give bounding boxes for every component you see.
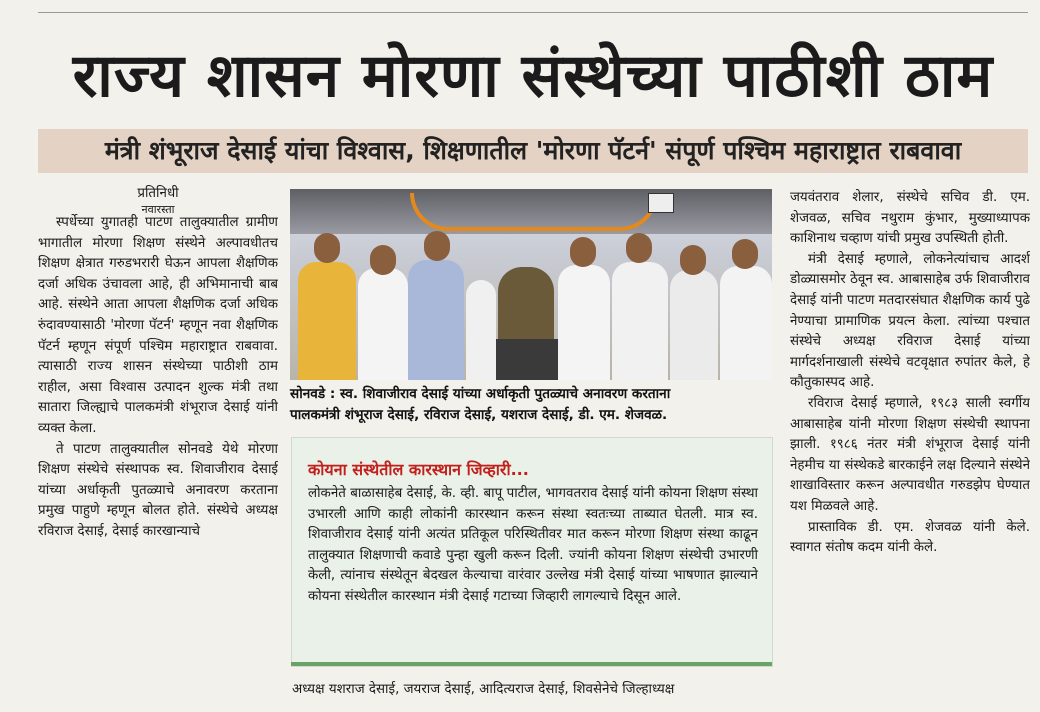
caption-line: पालकमंत्री शंभूराज देसाई, रविराज देसाई, यशराज देसाई, डी. एम. शेजवळ.	[290, 407, 668, 423]
photo-person	[670, 270, 718, 380]
paragraph: रविराज देसाई म्हणाले, १९८३ साली स्वर्गीय आबासाहेब यांनी मोरणा शिक्षण संस्थेची स्थापना झाली. १९८६ नंतर मंत्री शंभूराज देसाई यांनी नेहमीच या संस्थेकडे बारकाईने लक्ष दिल्याने संस्थेने शाखाविस्तार करून अल्पावधीत गरुडझेप घेण्यात यश मिळवले आहे.	[790, 395, 1030, 514]
photo-bust-base	[488, 339, 564, 380]
photo-person	[720, 266, 772, 380]
paragraph: जयवंतराव शेलार, संस्थेचे सचिव डी. एम. शेजवळ, सचिव नथुराम कुंभार, मुख्याध्यापक काशिनाथ चव्हाण यांची प्रमुख उपस्थिती होती.	[790, 190, 1030, 247]
sidebar-box-text: लोकनेते बाळासाहेब देसाई, के. व्ही. बापू पाटील, भागवतराव देसाई यांनी कोयना शिक्षण संस्था उभारली आणि काही लोकांनी कारस्थान करून संस्था स्वतःच्या ताब्यात घेतली. मात्र स्व. शिवाजीराव देसाई यांनी अत्यंत प्रतिकूल परिस्थितीवर मात करून मोरणा शिक्षण संस्था काढून तालुक्यात शिक्षणाची कवाडे पुन्हा खुली करून दिली. ज्यांनी कोयना शिक्षण संस्थेची उभारणी केली, त्यांनाच संस्थेतून बेदखल केल्याचा वारंवार उल्लेख मंत्री देसाई यांच्या भाषणात झाल्याने कोयना संस्थेतील कारस्थान मंत्री देसाई गटाच्या जिव्हारी लागल्याचे दिसून आले.	[308, 486, 758, 604]
news-photo	[290, 189, 772, 380]
photo-person	[298, 262, 356, 380]
article-column-2-text: अध्यक्ष यशराज देसाई, जयराज देसाई, आदित्यराज देसाई, शिवसेनेचे जिल्हाध्यक्ष	[292, 682, 675, 697]
paragraph: प्रास्ताविक डी. एम. शेजवळ यांनी केले. स्वागत संतोष कदम यांनी केले.	[790, 519, 1030, 556]
photo-person-head	[570, 237, 596, 267]
photo-person	[612, 262, 668, 380]
paragraph: मंत्री देसाई म्हणाले, लोकनेत्यांचाच आदर्श डोळ्यासमोर ठेवून स्व. आबासाहेब उर्फ शिवाजीराव देसाई यांनी पाटण मतदारसंघात शैक्षणिक कार्य पुढे नेण्याचा प्रामाणिक प्रयत्न केला. त्यांच्या पश्चात संस्थेचे अध्यक्ष रविराज देसाई यांच्या मार्गदर्शनाखाली संस्थेचे वटवृक्षात रुपांतर केले, हे कौतुकास्पद आहे.	[790, 251, 1030, 391]
photo-caption	[290, 384, 772, 426]
photo-person-head	[680, 245, 706, 275]
headline: राज्य शासन मोरणा संस्थेच्या पाठीशी ठाम	[72, 41, 994, 111]
photo-garland	[410, 193, 658, 231]
paragraph: स्पर्धेच्या युगातही पाटण तालुक्यातील ग्रामीण भागातील मोरणा शिक्षण संस्थेने अल्पावधीतच शिक्षण क्षेत्रात गरुडभरारी घेऊन आपला शैक्षणिक दर्जा अधिक उंचावला आहे, ही अभिमानाची बाब आहे. संस्थेने आता आपला शैक्षणिक दर्जा अधिक रुंदावण्यासाठी 'मोरणा पॅटर्न' म्हणून नवा शैक्षणिक पॅटर्न म्हणून संपूर्ण पश्चिम महाराष्ट्रात राबवावा. त्यासाठी राज्य शासन संस्थेच्या पाठीशी ठाम राहील, असा विश्वास उत्पादन शुल्क मंत्री तथा सातारा जिल्ह्याचे पालकमंत्री शंभूराज देसाई यांनी व्यक्त केला.	[38, 215, 278, 436]
article-column-1	[38, 213, 278, 703]
photo-person-head	[732, 239, 758, 269]
sidebar-box-title: कोयना संस्थेतील कारस्थान जिव्हारी...	[308, 460, 529, 479]
sidebar-box-bottom-rule	[291, 662, 772, 666]
photo-person	[558, 265, 610, 380]
newspaper-logo-icon	[648, 193, 674, 213]
byline-author: प्रतिनिधी	[137, 186, 179, 201]
top-rule	[38, 12, 1028, 13]
article-column-3	[790, 188, 1030, 703]
photo-person	[466, 280, 496, 380]
photo-person-head	[626, 233, 652, 263]
photo-person	[358, 268, 408, 380]
subheadline: मंत्री शंभूराज देसाई यांचा विश्वास, शिक्षणातील 'मोरणा पॅटर्न' संपूर्ण पश्चिम महाराष्ट्रात राबवावा	[38, 129, 1028, 173]
sidebar-box	[291, 437, 773, 667]
photo-person-head	[424, 231, 450, 261]
photo-person-head	[370, 245, 396, 275]
byline-place: नवारस्ता	[141, 203, 175, 216]
photo-person	[408, 260, 464, 380]
paragraph: ते पाटण तालुक्यातील सोनवडे येथे मोरणा शिक्षण संस्थेचे संस्थापक स्व. शिवाजीराव देसाई यांच्या अर्धाकृती पुतळ्याचे अनावरण करताना प्रमुख पाहुणे म्हणून बोलत होते. संस्थेचे अध्यक्ष रविराज देसाई, देसाई कारखान्याचे	[38, 441, 278, 539]
photo-person-head	[314, 233, 340, 263]
caption-line: सोनवडे : स्व. शिवाजीराव देसाई यांच्या अर्धाकृती पुतळ्याचे अनावरण करताना	[290, 386, 671, 402]
